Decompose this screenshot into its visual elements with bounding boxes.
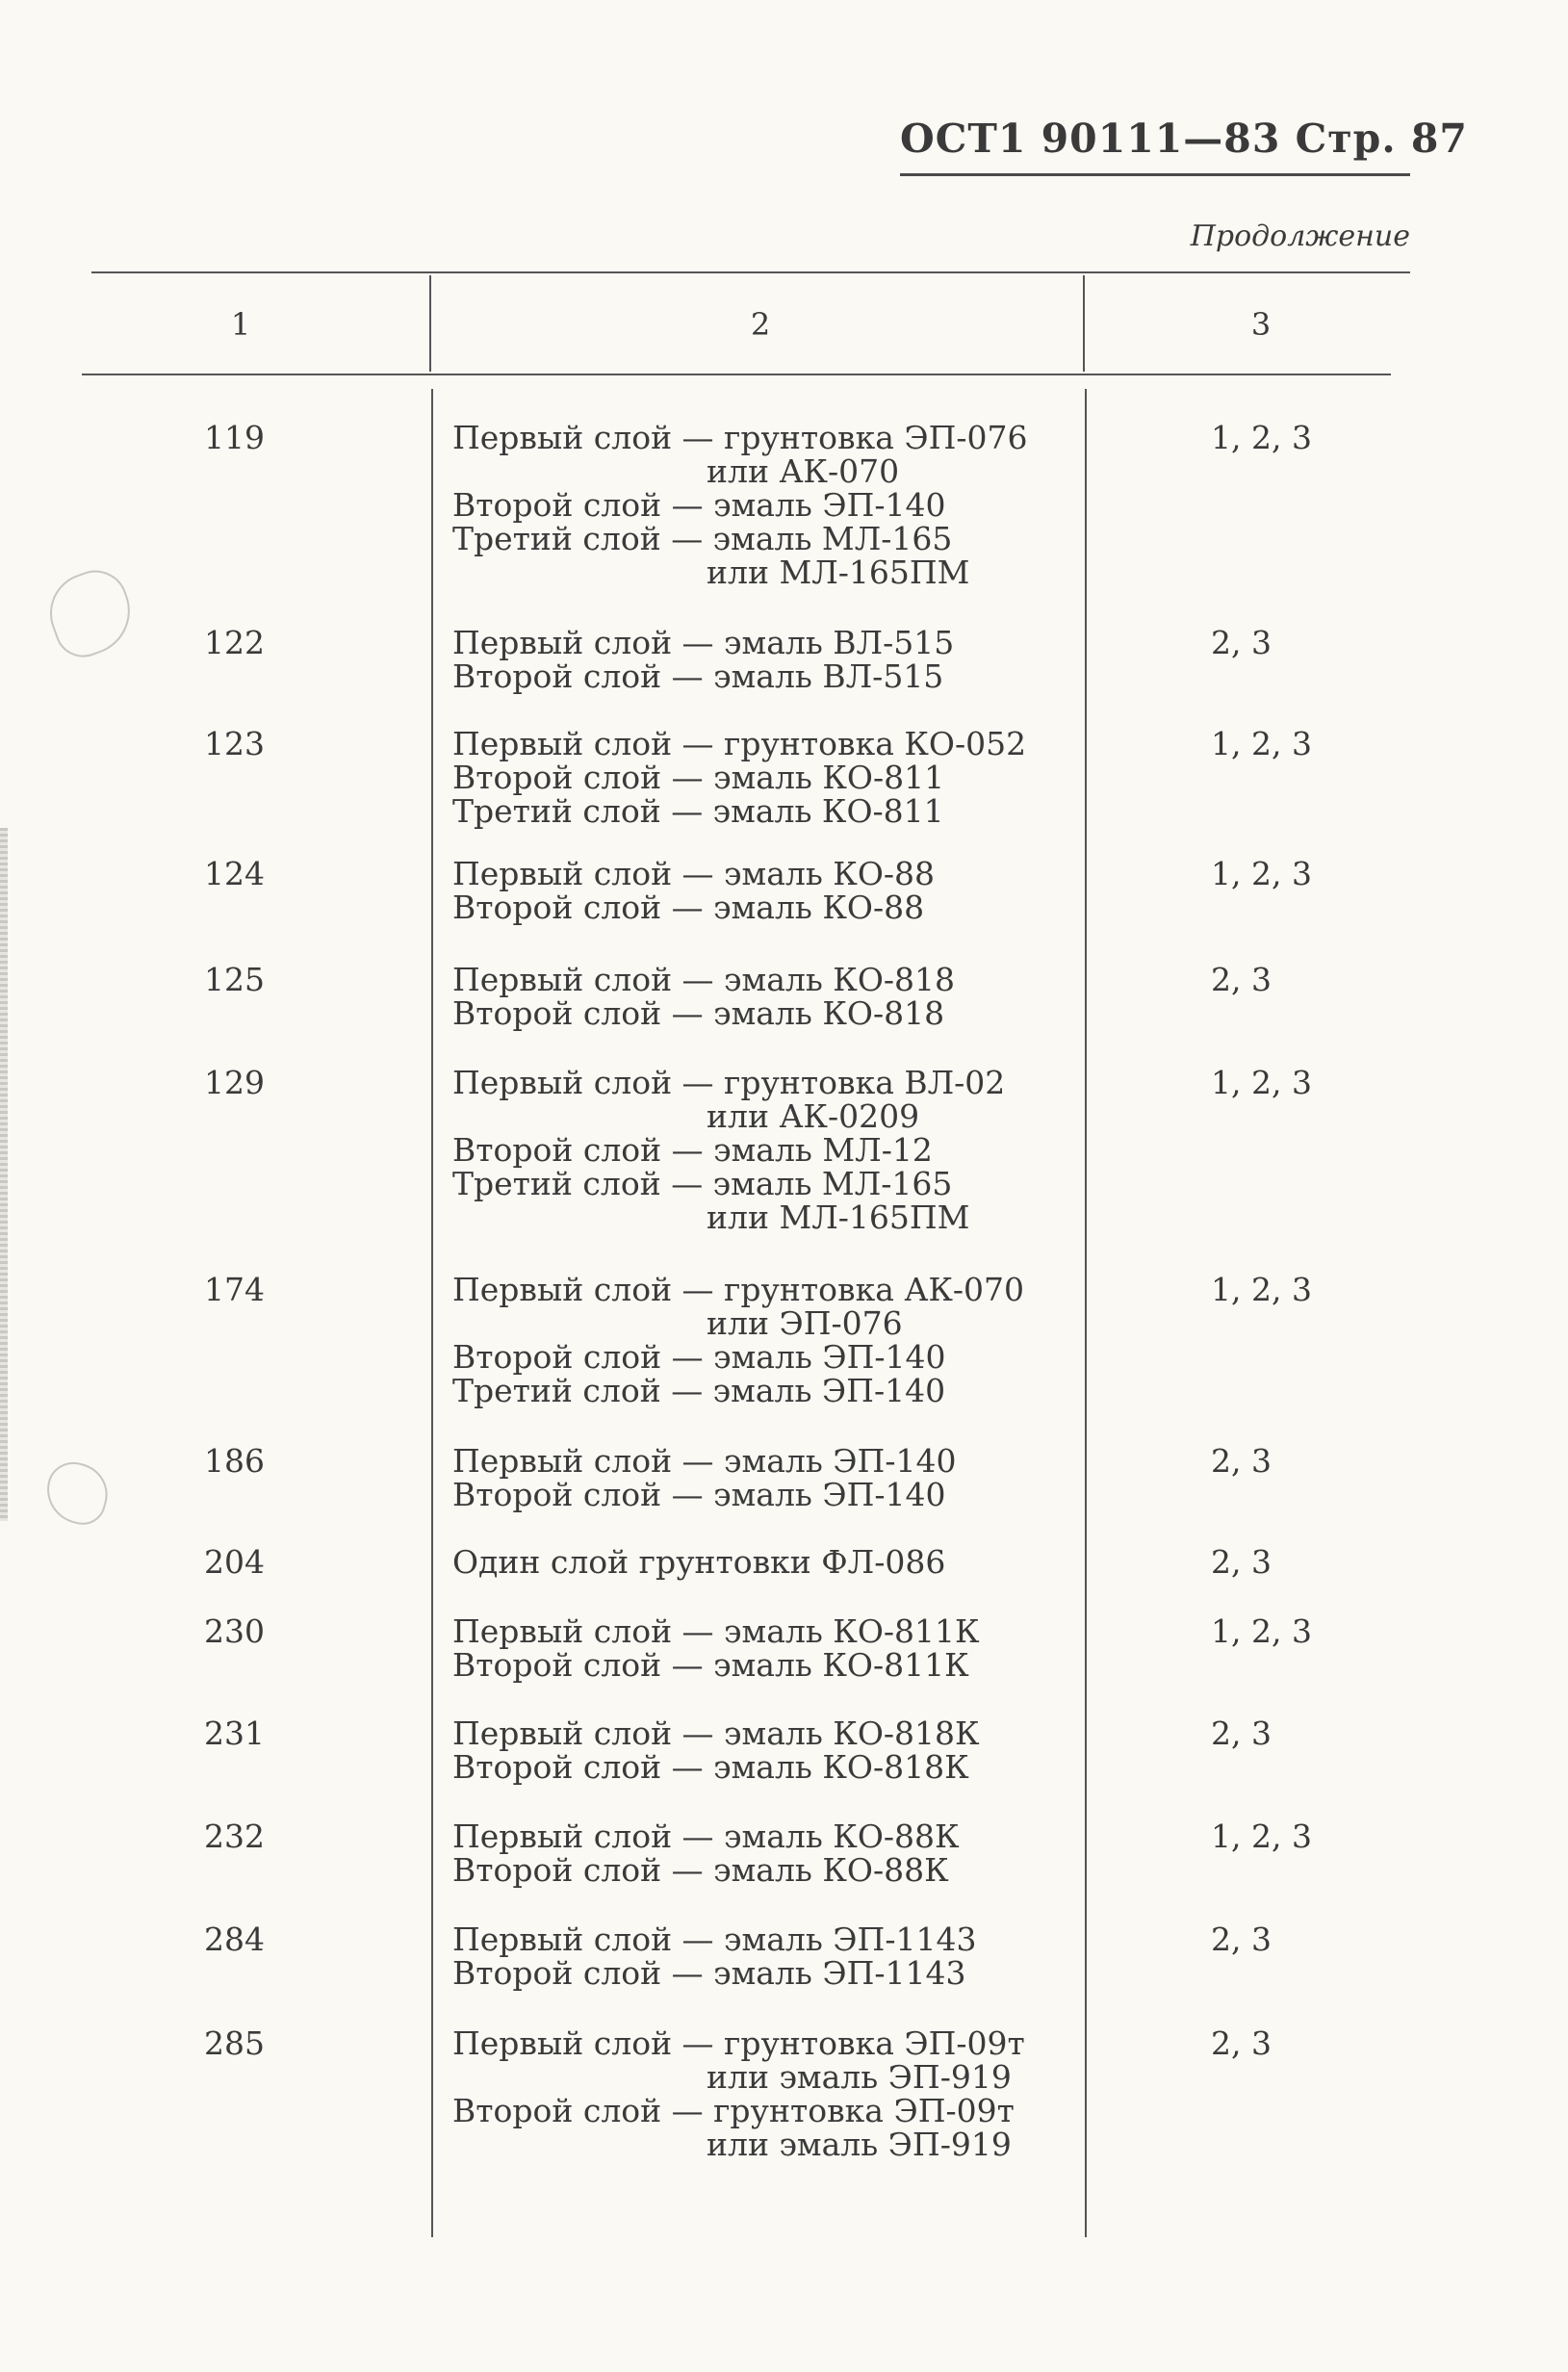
row-number: 129 — [204, 1064, 265, 1101]
conditions-cell: 2, 3 — [1211, 1921, 1272, 1958]
coating-line: Первый слой — эмаль КО-811К — [452, 1612, 980, 1650]
row-number: 230 — [204, 1612, 265, 1650]
conditions-cell: 1, 2, 3 — [1211, 1612, 1312, 1650]
coating-system — [452, 1614, 1068, 1682]
row-number: 119 — [204, 419, 265, 456]
margin-mark — [39, 561, 142, 665]
page-header: ОСТ1 90111—83 Стр. 87 — [900, 116, 1410, 176]
coating-line: или АК-070 — [707, 452, 900, 490]
body-column-divider — [431, 389, 433, 2237]
coating-system — [452, 1922, 1068, 1990]
body-column-divider — [1085, 389, 1087, 2237]
conditions-cell: 2, 3 — [1211, 1715, 1272, 1752]
coating-line: Третий слой — эмаль МЛ-165 — [452, 1165, 953, 1202]
coating-system — [452, 626, 1068, 693]
continuation-label: Продолжение — [1190, 219, 1410, 253]
row-number: 125 — [204, 961, 265, 998]
coating-system — [452, 2026, 1068, 2161]
coating-line: Первый слой — грунтовка ЭП-09т — [452, 2024, 1025, 2062]
coating-line: или эмаль ЭП-919 — [707, 2058, 1012, 2096]
row-number: 284 — [204, 1921, 265, 1958]
conditions-cell: 2, 3 — [1211, 1543, 1272, 1581]
header-column-divider — [429, 275, 431, 372]
coating-line: Второй слой — эмаль ВЛ-515 — [452, 657, 944, 695]
row-number: 204 — [204, 1543, 265, 1581]
coating-line: Один слой грунтовки ФЛ-086 — [452, 1543, 946, 1581]
coating-line: или МЛ-165ПМ — [707, 1199, 970, 1236]
conditions-cell: 2, 3 — [1211, 2024, 1272, 2062]
row-number: 186 — [204, 1442, 265, 1480]
coating-line: Второй слой — эмаль КО-811К — [452, 1646, 969, 1684]
column-header-3: 3 — [1250, 306, 1272, 343]
conditions-cell: 1, 2, 3 — [1211, 419, 1312, 456]
conditions-cell: 2, 3 — [1211, 961, 1272, 998]
row-number: 232 — [204, 1818, 265, 1855]
table-header-rule — [82, 374, 1391, 375]
coating-system — [452, 963, 1068, 1030]
header-column-divider — [1083, 275, 1085, 372]
coating-line: Первый слой — эмаль КО-818К — [452, 1715, 980, 1752]
coating-system — [452, 1066, 1068, 1234]
coating-line: Первый слой — грунтовка КО-052 — [452, 725, 1027, 762]
coating-line: Второй слой — эмаль КО-88К — [452, 1851, 949, 1889]
coating-line: Третий слой — эмаль ЭП-140 — [452, 1372, 946, 1409]
coating-line: Второй слой — эмаль ЭП-140 — [452, 1476, 946, 1513]
coating-line: Второй слой — эмаль ЭП-140 — [452, 486, 946, 524]
coating-line: Второй слой — грунтовка ЭП-09т — [452, 2092, 1015, 2129]
conditions-cell: 2, 3 — [1211, 624, 1272, 661]
coating-system — [452, 857, 1068, 924]
coating-line: Первый слой — эмаль ЭП-140 — [452, 1442, 957, 1480]
column-header-1: 1 — [230, 306, 251, 343]
conditions-cell: 1, 2, 3 — [1211, 855, 1312, 892]
coating-line: Второй слой — эмаль ЭП-140 — [452, 1338, 946, 1376]
table-top-rule — [91, 271, 1410, 273]
scan-edge-artifact — [0, 828, 8, 1521]
conditions-cell: 1, 2, 3 — [1211, 1064, 1312, 1101]
coating-line: Второй слой — эмаль ЭП-1143 — [452, 1954, 966, 1992]
coating-line: Второй слой — эмаль МЛ-12 — [452, 1131, 933, 1169]
conditions-cell: 2, 3 — [1211, 1442, 1272, 1480]
row-number: 231 — [204, 1715, 265, 1752]
coating-system — [452, 1716, 1068, 1784]
margin-mark — [39, 1457, 115, 1530]
coating-line: или эмаль ЭП-919 — [707, 2126, 1012, 2163]
row-number: 285 — [204, 2024, 265, 2062]
coating-system — [452, 421, 1068, 589]
coating-line: Первый слой — эмаль ВЛ-515 — [452, 624, 955, 661]
coating-line: Второй слой — эмаль КО-88 — [452, 889, 925, 926]
coating-line: Первый слой — грунтовка ВЛ-02 — [452, 1064, 1006, 1101]
coating-line: Второй слой — эмаль КО-818 — [452, 994, 945, 1032]
coating-line: или АК-0209 — [707, 1097, 920, 1135]
row-number: 124 — [204, 855, 265, 892]
coating-line: Первый слой — грунтовка АК-070 — [452, 1271, 1025, 1308]
coating-system — [452, 1444, 1068, 1511]
coating-line: Третий слой — эмаль КО-811 — [452, 792, 944, 830]
coating-line: Второй слой — эмаль КО-818К — [452, 1748, 969, 1786]
coating-line: Первый слой — эмаль КО-88 — [452, 855, 936, 892]
row-number: 122 — [204, 624, 265, 661]
coating-line: Второй слой — эмаль КО-811 — [452, 759, 945, 796]
conditions-cell: 1, 2, 3 — [1211, 725, 1312, 762]
row-number: 123 — [204, 725, 265, 762]
coating-line: Первый слой — грунтовка ЭП-076 — [452, 419, 1028, 456]
column-header-2: 2 — [750, 306, 771, 343]
coating-system — [452, 1273, 1068, 1407]
coating-system — [452, 1545, 1068, 1579]
coating-system — [452, 727, 1068, 828]
coating-line: Первый слой — эмаль ЭП-1143 — [452, 1921, 977, 1958]
coating-line: Первый слой — эмаль КО-818 — [452, 961, 956, 998]
coating-line: или ЭП-076 — [707, 1304, 903, 1342]
conditions-cell: 1, 2, 3 — [1211, 1271, 1312, 1308]
coating-line: Третий слой — эмаль МЛ-165 — [452, 520, 953, 557]
coating-system — [452, 1819, 1068, 1887]
coating-line: или МЛ-165ПМ — [707, 554, 970, 591]
conditions-cell: 1, 2, 3 — [1211, 1818, 1312, 1855]
coating-line: Первый слой — эмаль КО-88К — [452, 1818, 960, 1855]
row-number: 174 — [204, 1271, 265, 1308]
